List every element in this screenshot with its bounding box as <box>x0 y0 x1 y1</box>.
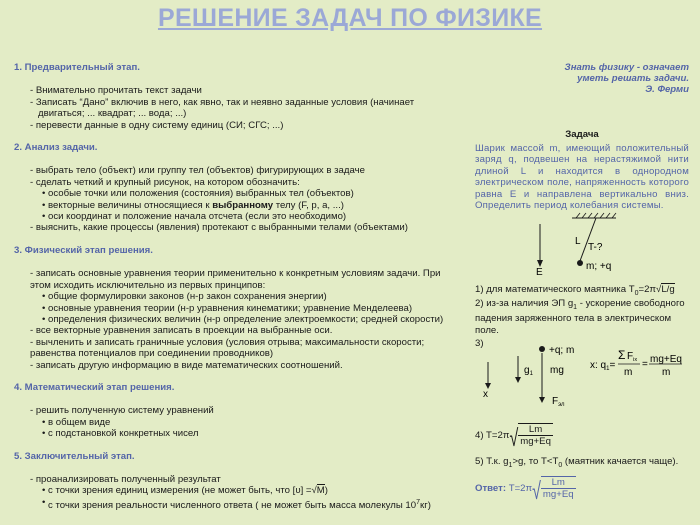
ball <box>577 260 583 266</box>
subscript: 0 <box>634 289 639 297</box>
fraction <box>541 477 576 501</box>
text-line: равенства потенциалов при соединении проводников) <box>30 348 274 360</box>
charge-mass-label: +q; m <box>549 345 575 356</box>
quote-line: уметь решать задачи. <box>577 73 689 85</box>
forces-diagram <box>478 340 690 414</box>
step-text: >g, то T<T <box>512 456 559 467</box>
g1-arrowhead <box>515 377 521 383</box>
bullet-text: с точки зрения реальности численного ответа ( не может быть масса молекулы 10 <box>48 499 417 511</box>
equation-lhs: x: $q_1=$ <box>590 360 616 372</box>
length-label: L <box>575 236 581 247</box>
bullet-item <box>14 485 462 496</box>
fraction-denominator: m <box>662 367 671 378</box>
sqrt-sign: √ <box>656 284 662 295</box>
bullet-text: телу (F, p, a, ...) <box>273 199 344 211</box>
answer-text: T=2π <box>506 482 533 494</box>
field-label: E <box>536 267 543 278</box>
bullet-item: • оси координат и положение начала отсчета (если это необходимо) <box>14 211 462 222</box>
step-text: 4) T=2π <box>475 429 510 441</box>
radical <box>532 476 575 505</box>
step-text: 5) Т.к. g <box>475 456 509 467</box>
field-arrowhead <box>537 260 543 267</box>
text-line: - сделать четкий и крупный рисунок, на котором обозначить: <box>30 176 300 188</box>
text-line: - записать другую информацию в виде математических соотношений. <box>30 359 343 371</box>
thread-line <box>580 218 596 261</box>
section-title: 1. Предварительный этап. <box>14 62 140 73</box>
text-line: - выяснить, какие процессы (явления) протекают с выбранными телами (объектами) <box>30 222 408 234</box>
page-title: РЕШЕНИЕ ЗАДАЧ ПО ФИЗИКЕ <box>157 4 543 32</box>
text-line: этом исходить исключительно из первых принципов: <box>30 279 266 291</box>
fraction-denominator: mg+Eq <box>520 436 551 448</box>
sqrt-body: M <box>316 485 325 497</box>
pendulum-diagram <box>520 212 640 282</box>
step-text: (маятник качается чаще). <box>562 456 679 467</box>
section-4 <box>14 382 462 440</box>
fraction-denominator: m <box>624 367 633 378</box>
subscript: 1 <box>573 303 578 311</box>
bullet-item: • в общем виде <box>14 417 462 428</box>
fraction <box>518 424 553 448</box>
sqrt-sign: √ <box>509 426 519 452</box>
mass-charge-label: m; +q <box>586 261 612 272</box>
force-arrowhead <box>539 397 545 403</box>
text-line: двигаться; ... квадрат; ... вода; ...) <box>38 108 187 120</box>
text-line: - Записать “Дано” включив в него, как явно, так и неявно заданные условия (начинает <box>30 96 415 108</box>
answer <box>475 476 576 505</box>
text-line: - все векторные уравнения записать в проекции на выбранные оси. <box>30 325 333 337</box>
section-3 <box>14 245 462 371</box>
text-line: - Внимательно прочитать текст задачи <box>30 85 202 97</box>
text-line: - проанализировать полученный результат <box>30 473 221 485</box>
text-line: - записать основные уравнения теории применительно к конкретным условиям задачи. При <box>30 268 441 280</box>
step-text: падения заряженного тела в электрическом <box>475 313 672 325</box>
task-heading: Задача <box>565 128 599 140</box>
fraction-numerator: Lm <box>541 477 576 489</box>
section-5 <box>14 451 462 512</box>
sqrt-sign: √ <box>311 485 317 497</box>
bullet-text: кг) <box>420 499 431 511</box>
task-column <box>475 62 689 211</box>
text-line: - решить полученную систему уравнений <box>30 405 214 417</box>
bullet-bold-text: выбранному <box>212 199 274 211</box>
text-line: - выбрать тело (объект) или группу тел (объектов) фигурирующих в задаче <box>30 165 365 177</box>
bullet-item: • с подстановкой конкретных чисел <box>14 428 462 439</box>
step-2 <box>475 298 689 336</box>
bullet-text: ] = <box>300 485 312 497</box>
step-text: 2) из-за наличия ЭП g <box>475 298 574 309</box>
ball <box>539 346 545 352</box>
step-text: - ускорение свободного <box>577 298 685 309</box>
bullet-text: с точки зрения единиц измерения (не может быть, что [ <box>48 485 296 497</box>
ceiling-hatch <box>576 213 616 218</box>
sqrt-sign: √ <box>532 479 541 505</box>
section-title: 2. Анализ задачи. <box>14 142 98 154</box>
step-text: поле. <box>475 324 499 336</box>
step-text: =2π <box>638 284 657 295</box>
x-axis-label: x <box>483 389 488 400</box>
step-5 <box>475 456 678 471</box>
equals-sign: = <box>642 359 648 370</box>
exponent: 7 <box>416 498 420 506</box>
g1-label: $g_1$ <box>524 365 533 377</box>
section-title: 5. Заключительный этап. <box>14 450 135 462</box>
section-title: 3. Физический этап решения. <box>14 244 153 256</box>
force-sum-label: $F_{ix}$ <box>627 351 638 363</box>
sigma-symbol: Σ <box>618 348 626 362</box>
answer-label: Ответ: <box>475 482 507 494</box>
bullet-item: • общие формулировки законов (н-р закон сохранения энергии) <box>14 291 462 302</box>
subscript: 1 <box>508 461 513 469</box>
task-text: Шарик массой m, имеющий положительный заряд q, подвешен на нерастяжимой нити длиной L и находится в однородном электрическом поле, напряженность которого равна E и направлена вертикально вниз. Определить период колебания системы. <box>475 143 689 212</box>
fermi-quote <box>475 62 689 96</box>
text-line: - вычленить и записать граничные условия (условия отрыва; максимальности скорости; <box>30 336 425 348</box>
steps-column <box>14 62 462 522</box>
section-2 <box>14 142 462 234</box>
subscript: 0 <box>558 461 563 469</box>
step-3-label: 3) <box>475 338 484 349</box>
gravity-label: mg <box>550 365 564 376</box>
fraction-numerator: mg+Eq <box>650 354 682 365</box>
quote-author: Э. Ферми <box>645 84 689 96</box>
radical <box>509 423 552 452</box>
sqrt-body <box>518 423 553 448</box>
bullet-item: • особые точки или положения (состояния) выбранных тел (объектов) <box>14 188 462 199</box>
fraction-numerator: Lm <box>518 424 553 436</box>
bullet-item <box>14 497 462 512</box>
section-1 <box>14 62 462 131</box>
quote-line: Знать физику - означает <box>564 62 689 73</box>
sqrt-body <box>541 476 576 501</box>
bullet-text: векторные величины относящиеся к <box>48 199 213 211</box>
bullet-text: ) <box>324 485 328 497</box>
sqrt-body: L/g <box>661 284 675 295</box>
text-line: - перевести данные в одну систему единиц (СИ; СГС; ...) <box>30 119 284 131</box>
bullet-item <box>14 200 462 211</box>
section-title: 4. Математический этап решения. <box>14 381 175 393</box>
period-label: T-? <box>588 242 603 253</box>
step-text: 1) для математического маятника T <box>475 284 635 295</box>
bullet-item: • основные уравнения теории (н-р уравнения кинематики; уравнение Менделеева) <box>14 303 462 314</box>
bullet-item: • определения физических величин (н-р определение электроемкости; средней скорости) <box>14 314 462 325</box>
electric-force-label: $F_{эл}$ <box>552 396 565 408</box>
fraction-denominator: mg+Eq <box>542 489 574 501</box>
velocity-symbol: υ <box>295 485 301 497</box>
step-4 <box>475 423 553 452</box>
